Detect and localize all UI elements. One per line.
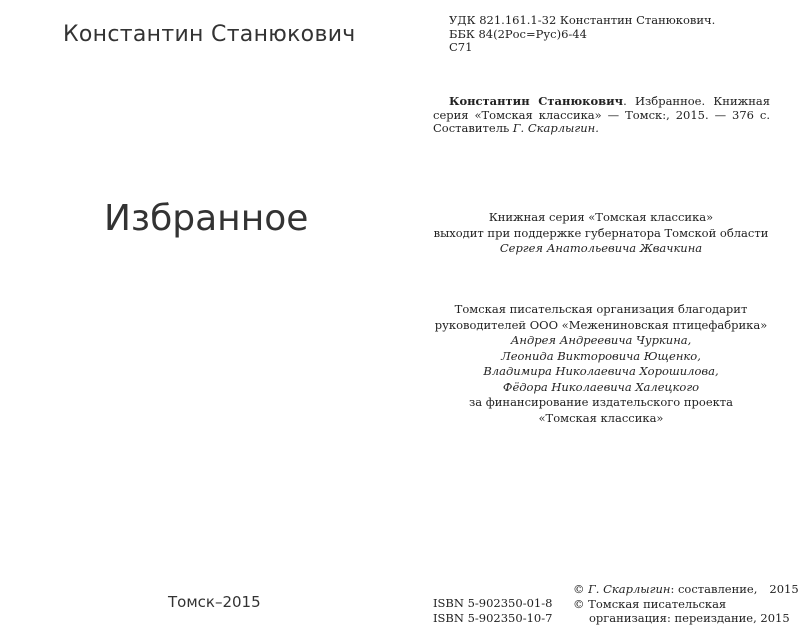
- udk-line: УДК 821.161.1-32 Константин Станюкович.: [449, 13, 716, 27]
- thanks-line-1: Томская писательская организация благодарит: [454, 302, 748, 316]
- copyright-line-3: организация: переиздание, 2015: [589, 611, 790, 625]
- annotation-compiler: Г. Скарлыгин.: [512, 121, 599, 135]
- copyright-year: 2015: [769, 582, 799, 596]
- thanks-name-1: Андрея Андреевича Чуркина,: [510, 333, 692, 347]
- copyright-line-2: © Томская писательская: [573, 596, 727, 611]
- book-title: Избранное: [104, 198, 309, 239]
- thanks-line-8: «Томская классика»: [538, 410, 664, 425]
- city-year: Томск–2015: [168, 593, 261, 611]
- annotation-text: . Избранное. Книжная серия «Томская классика» — Томск:, 2015. — 376 с. Составитель: [433, 94, 770, 135]
- thanks-note: [430, 302, 772, 426]
- thanks-line-7: за финансирование издательского проекта: [468, 395, 734, 409]
- classification-block: [449, 14, 715, 55]
- copyright-compiler: Г. Скарлыгин: [588, 582, 671, 596]
- series-line-2: выходит при поддержке губернатора Томской области: [433, 225, 769, 240]
- isbn-1: ISBN 5-902350-01-8: [433, 596, 553, 610]
- annotation-author: Константин Станюкович: [449, 94, 624, 108]
- series-note: [430, 210, 772, 257]
- copyright-role: : составление,: [670, 582, 758, 596]
- copyright-symbol: ©: [573, 582, 585, 596]
- copyright-block: [573, 582, 799, 626]
- thanks-name-3: Владимира Николаевича Хорошилова,: [483, 364, 719, 378]
- thanks-name-4: Фёдора Николаевича Халецкого: [502, 379, 700, 394]
- isbn-block: [433, 596, 552, 625]
- bbk-line: ББК 84(2Рос=Рус)6-44: [449, 26, 587, 41]
- series-governor-name: Сергея Анатольевича Жвачкина: [499, 241, 703, 255]
- series-line-1: Книжная серия «Томская классика»: [488, 210, 714, 224]
- bibliographic-annotation: [433, 95, 770, 136]
- author-sign-line: С71: [449, 40, 473, 54]
- isbn-2: ISBN 5-902350-10-7: [433, 610, 553, 625]
- thanks-name-2: Леонида Викторовича Ющенко,: [501, 348, 701, 363]
- book-author: Константин Станюкович: [63, 22, 356, 47]
- thanks-line-2: руководителей ООО «Межениновская птицефабрика»: [434, 317, 768, 332]
